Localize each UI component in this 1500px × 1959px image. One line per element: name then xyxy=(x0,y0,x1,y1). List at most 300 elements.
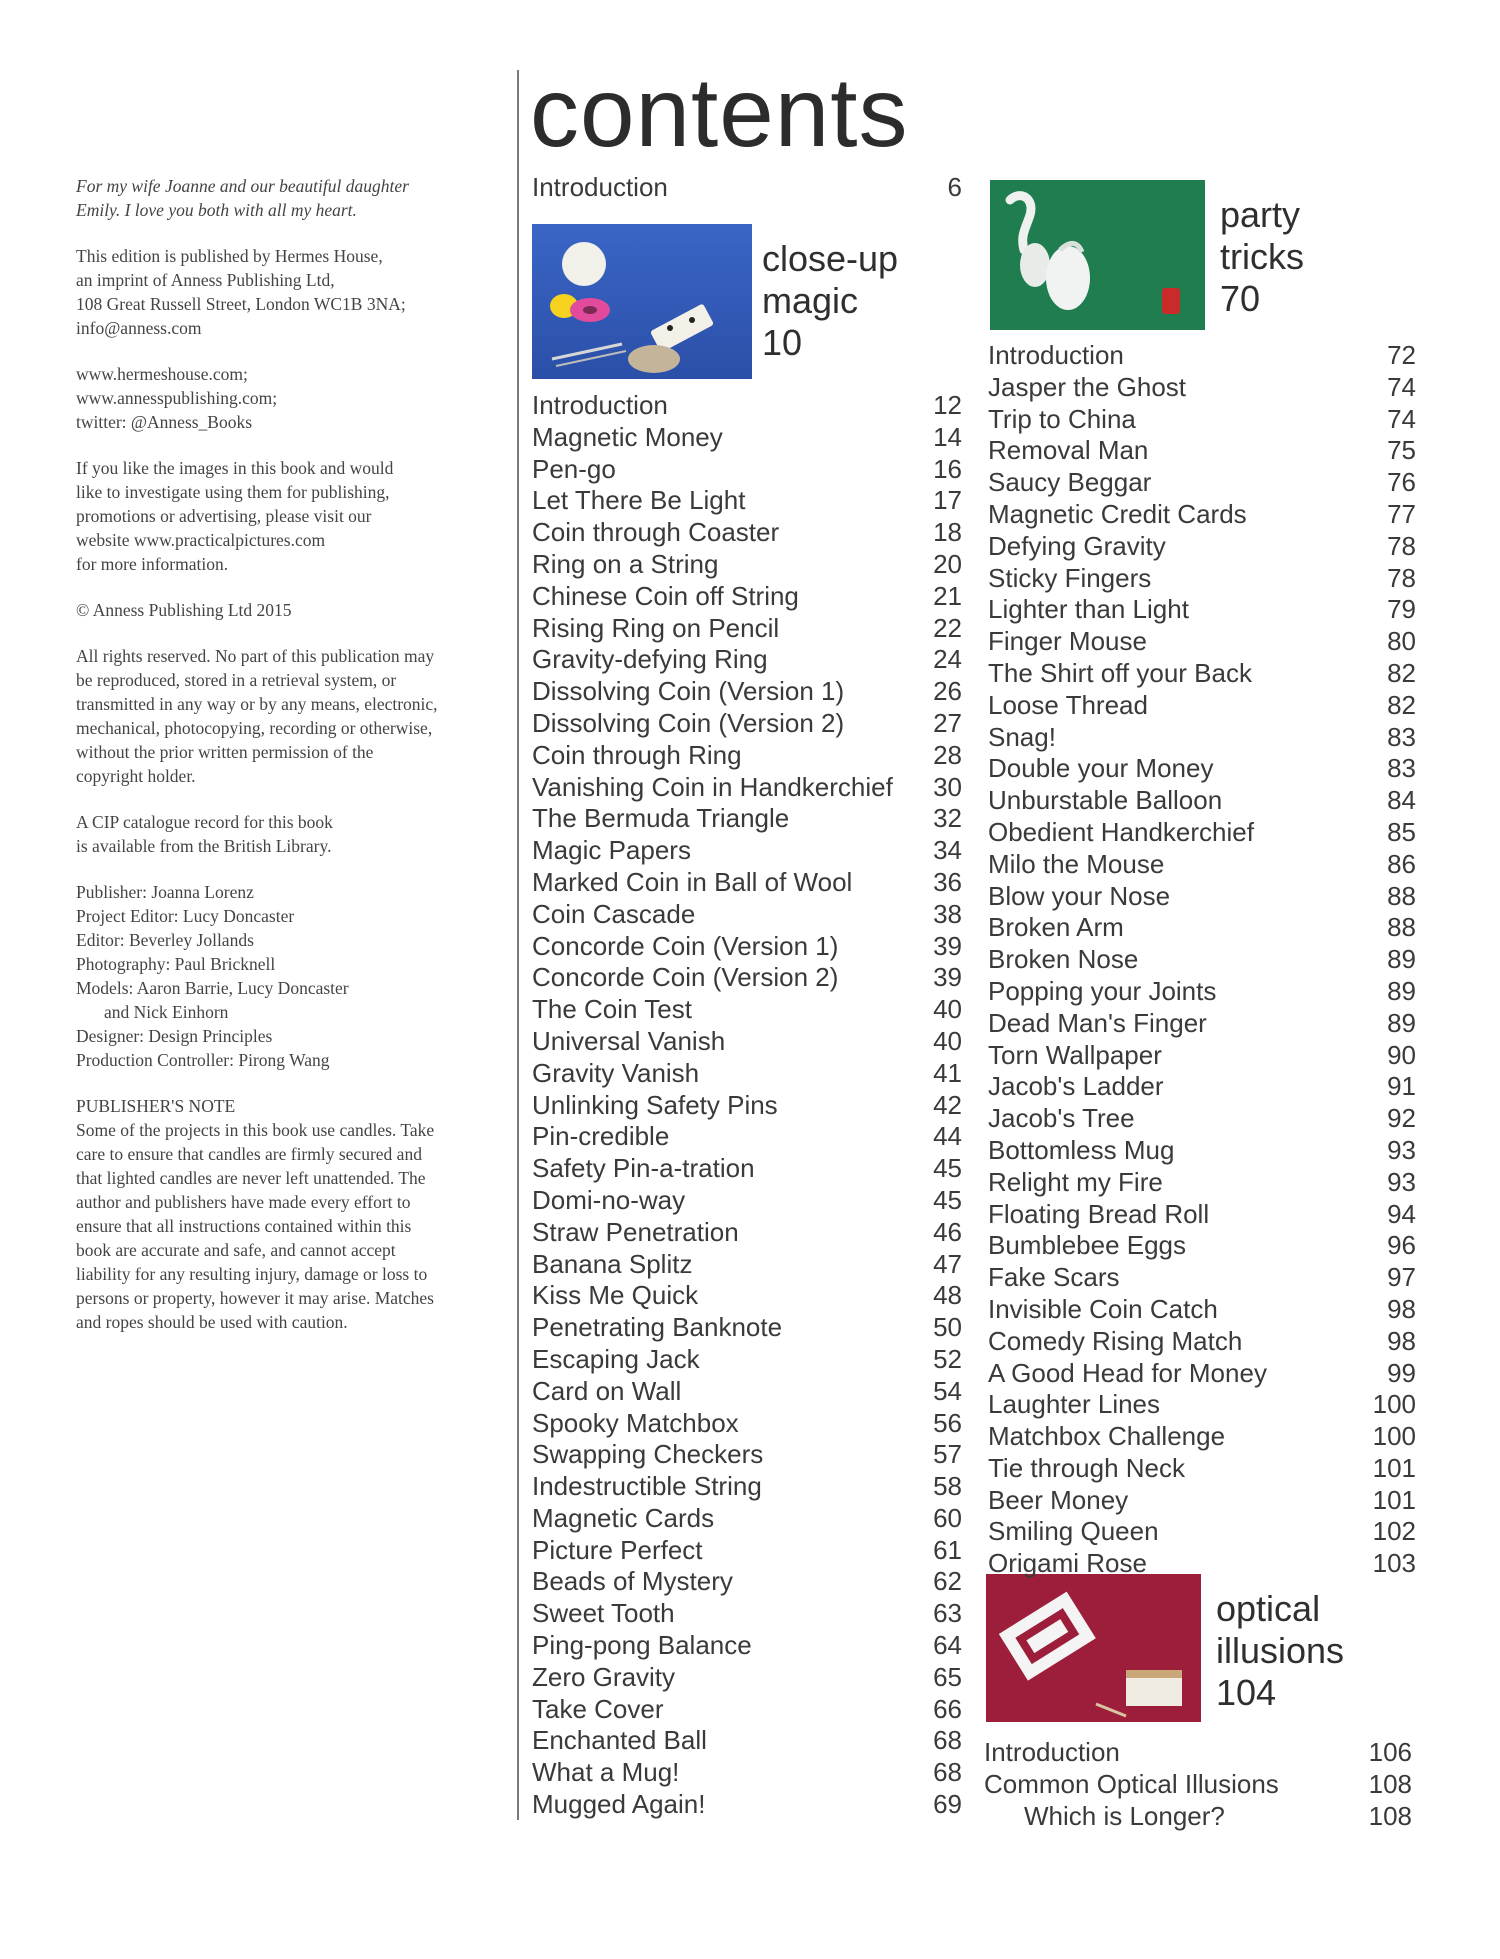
toc-entry xyxy=(532,1757,962,1789)
toc-entry-page: 39 xyxy=(933,930,962,961)
toc-entry-page: 103 xyxy=(1372,1548,1416,1579)
toc-entry-label: Broken Nose xyxy=(988,944,1139,975)
note-line: and ropes should be used with caution. xyxy=(76,1312,348,1332)
publishers-note xyxy=(76,1094,506,1334)
toc-entry xyxy=(532,1121,962,1153)
toc-entry xyxy=(532,1376,962,1408)
toc-entry-label: Dissolving Coin (Version 2) xyxy=(532,707,845,738)
toc-entry xyxy=(532,1598,962,1630)
toc-entry-label: Zero Gravity xyxy=(532,1661,676,1692)
toc-entry xyxy=(988,1008,1416,1040)
toc-entry-page: 63 xyxy=(933,1598,962,1629)
toc-entry-label: Snag! xyxy=(988,721,1056,752)
section-title-line: close-up xyxy=(762,238,899,279)
toc-entry xyxy=(984,1801,1412,1833)
publishers-note-heading: PUBLISHER'S NOTE xyxy=(76,1096,236,1116)
toc-entry-page: 54 xyxy=(933,1375,962,1406)
toc-entry xyxy=(532,1566,962,1598)
toc-entry xyxy=(988,1262,1416,1294)
toc-entry-page: 93 xyxy=(1387,1134,1416,1165)
toc-entry-label: Gravity Vanish xyxy=(532,1057,700,1088)
toc-entry-page: 101 xyxy=(1372,1452,1416,1483)
toc-entry xyxy=(532,613,962,645)
toc-entry-page: 74 xyxy=(1387,371,1416,402)
toc-entry-page: 68 xyxy=(933,1757,962,1788)
toc-entry-page: 99 xyxy=(1387,1357,1416,1388)
toc-entry xyxy=(532,1662,962,1694)
toc-entry-page: 86 xyxy=(1387,848,1416,879)
toc-entry-page: 24 xyxy=(933,644,962,675)
toc-entry-page: 77 xyxy=(1387,498,1416,529)
toc-entry xyxy=(532,931,962,963)
toc-entry xyxy=(532,1026,962,1058)
toc-entry-page: 106 xyxy=(1368,1737,1412,1767)
toc-entry-label: Straw Penetration xyxy=(532,1216,739,1247)
toc-entry-label: Magnetic Money xyxy=(532,421,723,452)
toc-entry xyxy=(988,976,1416,1008)
toc-entry xyxy=(988,1485,1416,1517)
toc-entry-page: 28 xyxy=(933,739,962,770)
toc-entry-label: Sweet Tooth xyxy=(532,1598,675,1629)
toc-entry xyxy=(532,708,962,740)
toc-entry-page: 83 xyxy=(1387,753,1416,784)
toc-entry-label: Pen-go xyxy=(532,453,616,484)
note-line: author and publishers have made every effort to xyxy=(76,1192,411,1212)
toc-entry-label: Jacob's Tree xyxy=(988,1103,1135,1134)
toc-entry-label: Tie through Neck xyxy=(988,1452,1186,1483)
rights-line: be reproduced, stored in a retrieval system, or xyxy=(76,670,397,690)
note-line: persons or property, however it may arise. Matches xyxy=(76,1288,434,1308)
twitter-handle: twitter: @Anness_Books xyxy=(76,412,253,432)
toc-entry-label: Indestructible String xyxy=(532,1471,762,1502)
credit-line: Designer: Design Principles xyxy=(76,1026,273,1046)
toc-entry-label: Jacob's Ladder xyxy=(988,1071,1164,1102)
section-header-optical-illusions xyxy=(986,1574,1344,1729)
toc-entry xyxy=(988,1358,1416,1390)
toc-entry xyxy=(532,962,962,994)
cip-line: A CIP catalogue record for this book xyxy=(76,812,333,832)
toc-entry xyxy=(988,753,1416,785)
toc-entry-page: 40 xyxy=(933,994,962,1025)
toc-entry-page: 82 xyxy=(1387,689,1416,720)
toc-entry xyxy=(988,1230,1416,1262)
cip-record xyxy=(76,810,506,858)
toc-entry xyxy=(988,785,1416,817)
section-start-page: 10 xyxy=(762,322,803,363)
toc-entry-label: Unlinking Safety Pins xyxy=(532,1089,778,1120)
credit-line: Editor: Beverley Jollands xyxy=(76,930,254,950)
publisher-line: 108 Great Russell Street, London WC1B 3NA; xyxy=(76,294,406,314)
toc-entry-page: 94 xyxy=(1387,1198,1416,1229)
toc-entry-label: Spooky Matchbox xyxy=(532,1407,739,1438)
toc-entry xyxy=(988,1326,1416,1358)
toc-entry-page: 44 xyxy=(933,1121,962,1152)
close-up-magic-photo xyxy=(532,224,752,379)
toc-entry-page: 42 xyxy=(933,1089,962,1120)
toc-entry xyxy=(988,340,1416,372)
toc-entry xyxy=(532,422,962,454)
toc-entry-label: Loose Thread xyxy=(988,689,1148,720)
toc-entry-page: 66 xyxy=(933,1693,962,1724)
toc-entry xyxy=(532,1630,962,1662)
toc-entry-page: 56 xyxy=(933,1407,962,1438)
rights-statement xyxy=(76,644,506,788)
toc-entry-label: Removal Man xyxy=(988,435,1149,466)
note-line: care to ensure that candles are firmly secured and xyxy=(76,1144,422,1164)
toc-entry-page: 88 xyxy=(1387,880,1416,911)
toc-entry-label: Ring on a String xyxy=(532,548,719,579)
toc-entry xyxy=(988,1199,1416,1231)
toc-entry-page: 85 xyxy=(1387,816,1416,847)
toc-entry-page: 57 xyxy=(933,1439,962,1470)
section-title xyxy=(762,238,898,379)
toc-entry-label: The Shirt off your Back xyxy=(988,657,1252,688)
toc-entry xyxy=(984,1737,1412,1769)
toc-entry-label: Ping-pong Balance xyxy=(532,1630,752,1661)
toc-entry-page: 92 xyxy=(1387,1103,1416,1134)
toc-entry xyxy=(532,1503,962,1535)
toc-entry-page: 78 xyxy=(1387,562,1416,593)
toc-entry-label: Defying Gravity xyxy=(988,530,1166,561)
toc-entry xyxy=(988,881,1416,913)
toc-entry xyxy=(988,1103,1416,1135)
toc-entry-label: Gravity-defying Ring xyxy=(532,644,768,675)
toc-entry-page: 17 xyxy=(933,485,962,516)
toc-entry-page: 32 xyxy=(933,803,962,834)
optical-illusions-entries xyxy=(984,1737,1412,1832)
toc-entry xyxy=(532,1439,962,1471)
party-tricks-image xyxy=(990,180,1205,330)
toc-entry-label: Banana Splitz xyxy=(532,1248,693,1279)
toc-entry-label: Laughter Lines xyxy=(988,1389,1161,1420)
section-title xyxy=(1216,1588,1344,1729)
images-note-line: promotions or advertising, please visit our xyxy=(76,506,372,526)
credit-line: Models: Aaron Barrie, Lucy Doncaster xyxy=(76,978,349,998)
toc-entry-page: 80 xyxy=(1387,626,1416,657)
toc-entry xyxy=(532,549,962,581)
toc-entry-label: Dissolving Coin (Version 1) xyxy=(532,676,845,707)
toc-entry xyxy=(532,454,962,486)
toc-entry xyxy=(988,1294,1416,1326)
toc-entry-page: 108 xyxy=(1368,1768,1412,1799)
toc-entry-label: Smiling Queen xyxy=(988,1516,1159,1547)
toc-entry xyxy=(988,912,1416,944)
toc-entry xyxy=(988,404,1416,436)
toc-entry xyxy=(532,803,962,835)
toc-entry-label: Introduction xyxy=(532,172,668,202)
toc-entry-page: 93 xyxy=(1387,1166,1416,1197)
toc-entry-page: 84 xyxy=(1387,785,1416,816)
toc-entry-page: 88 xyxy=(1387,912,1416,943)
toc-entry-label: Floating Bread Roll xyxy=(988,1198,1210,1229)
toc-entry-page: 36 xyxy=(933,866,962,897)
toc-entry-label: Introduction xyxy=(532,390,668,420)
toc-entry xyxy=(988,626,1416,658)
toc-entry-label: The Coin Test xyxy=(532,994,692,1025)
toc-entry-label: Comedy Rising Match xyxy=(988,1325,1243,1356)
toc-entry xyxy=(532,1312,962,1344)
toc-entry-page: 78 xyxy=(1387,530,1416,561)
toc-entry-label: Coin Cascade xyxy=(532,898,696,929)
toc-entry-page: 45 xyxy=(933,1184,962,1215)
toc-entry-page: 62 xyxy=(933,1566,962,1597)
toc-entry xyxy=(532,1153,962,1185)
toc-entry-label: Matchbox Challenge xyxy=(988,1421,1226,1452)
toc-entry-label: Magic Papers xyxy=(532,835,691,866)
toc-entry-page: 102 xyxy=(1372,1516,1416,1547)
note-line: that lighted candles are never left unattended. The xyxy=(76,1168,426,1188)
rights-line: without the prior written permission of the xyxy=(76,742,374,762)
toc-entry-page: 97 xyxy=(1387,1262,1416,1293)
toc-entry-label: Coin through Ring xyxy=(532,739,742,770)
toc-entry-page: 75 xyxy=(1387,435,1416,466)
toc-entry xyxy=(532,899,962,931)
note-line: ensure that all instructions contained within this xyxy=(76,1216,412,1236)
toc-entry-label: Chinese Coin off String xyxy=(532,580,799,611)
toc-entry-page: 64 xyxy=(933,1630,962,1661)
toc-entry-page: 12 xyxy=(933,390,962,420)
note-line: book are accurate and safe, and cannot accept xyxy=(76,1240,396,1260)
note-line: Some of the projects in this book use candles. Take xyxy=(76,1120,435,1140)
toc-entry xyxy=(532,1471,962,1503)
toc-entry-page: 39 xyxy=(933,962,962,993)
copyright: © Anness Publishing Ltd 2015 xyxy=(76,600,292,620)
close-up-magic-image xyxy=(532,224,752,379)
toc-entry-label: Double your Money xyxy=(988,753,1214,784)
toc-entry-page: 30 xyxy=(933,771,962,802)
imprint-column xyxy=(76,174,506,1356)
toc-entry-label: Saucy Beggar xyxy=(988,467,1152,498)
toc-entry-label: Obedient Handkerchief xyxy=(988,816,1254,847)
toc-entry-label: Blow your Nose xyxy=(988,880,1171,911)
toc-entry xyxy=(988,1548,1416,1580)
toc-entry-page: 69 xyxy=(933,1789,962,1820)
toc-entry xyxy=(532,740,962,772)
toc-entry-label: Concorde Coin (Version 1) xyxy=(532,930,839,961)
toc-entry-label: Rising Ring on Pencil xyxy=(532,612,780,643)
toc-entry-page: 45 xyxy=(933,1153,962,1184)
toc-entry xyxy=(988,563,1416,595)
toc-entry xyxy=(988,658,1416,690)
section-start-page: 70 xyxy=(1220,278,1261,319)
toc-entry-page: 89 xyxy=(1387,975,1416,1006)
toc-entry-page: 14 xyxy=(933,421,962,452)
toc-entry xyxy=(988,531,1416,563)
toc-entry xyxy=(532,644,962,676)
toc-entry-page: 41 xyxy=(933,1057,962,1088)
toc-entry-label: Which is Longer? xyxy=(1024,1800,1225,1831)
toc-entry-page: 108 xyxy=(1368,1800,1412,1831)
toc-entry-label: Beer Money xyxy=(988,1484,1129,1515)
dedication-line: Emily. I love you both with all my heart. xyxy=(76,200,357,220)
toc-entry-label: Picture Perfect xyxy=(532,1534,703,1565)
toc-entry xyxy=(532,1344,962,1376)
toc-entry-label: Beads of Mystery xyxy=(532,1566,733,1597)
toc-entry-label: Dead Man's Finger xyxy=(988,1007,1207,1038)
toc-entry-label: Take Cover xyxy=(532,1693,664,1724)
toc-entry-page: 83 xyxy=(1387,721,1416,752)
toc-entry xyxy=(532,1249,962,1281)
toc-entry-page: 74 xyxy=(1387,403,1416,434)
toc-entry xyxy=(988,849,1416,881)
toc-entry-page: 34 xyxy=(933,835,962,866)
toc-entry xyxy=(988,944,1416,976)
toc-entry-label: Relight my Fire xyxy=(988,1166,1163,1197)
toc-entry-label: Bottomless Mug xyxy=(988,1134,1175,1165)
toc-entry xyxy=(988,722,1416,754)
toc-entry xyxy=(988,690,1416,722)
web-links xyxy=(76,362,506,434)
credit-line: and Nick Einhorn xyxy=(104,1002,229,1022)
credit-line: Photography: Paul Bricknell xyxy=(76,954,276,974)
toc-entry-page: 46 xyxy=(933,1216,962,1247)
optical-illusions-image xyxy=(986,1574,1201,1722)
toc-entry-label: Fake Scars xyxy=(988,1262,1120,1293)
toc-entry-label: Broken Arm xyxy=(988,912,1124,943)
toc-entry-label: Introduction xyxy=(984,1737,1120,1767)
toc-entry-label: Card on Wall xyxy=(532,1375,682,1406)
toc-entry-page: 76 xyxy=(1387,467,1416,498)
toc-entry xyxy=(988,594,1416,626)
toc-entry-label: Marked Coin in Ball of Wool xyxy=(532,866,853,897)
toc-entry-page: 27 xyxy=(933,707,962,738)
dedication-line: For my wife Joanne and our beautiful daughter xyxy=(76,176,409,196)
toc-entry-page: 61 xyxy=(933,1534,962,1565)
toc-entry-label: Invisible Coin Catch xyxy=(988,1293,1218,1324)
toc-entry-label: Jasper the Ghost xyxy=(988,371,1186,402)
rights-line: transmitted in any way or by any means, electronic, xyxy=(76,694,438,714)
toc-intro-entry xyxy=(532,172,962,204)
toc-entry-page: 89 xyxy=(1387,1007,1416,1038)
section-title-line: illusions xyxy=(1216,1630,1345,1671)
toc-entry-label: Finger Mouse xyxy=(988,626,1147,657)
toc-entry xyxy=(988,1421,1416,1453)
toc-entry xyxy=(988,1071,1416,1103)
toc-entry-page: 82 xyxy=(1387,657,1416,688)
toc-entry xyxy=(988,435,1416,467)
toc-entry-page: 22 xyxy=(933,612,962,643)
web-link: www.hermeshouse.com; xyxy=(76,364,248,384)
toc-entry xyxy=(532,1280,962,1312)
section-title-line: magic xyxy=(762,280,859,321)
toc-entry-label: Trip to China xyxy=(988,403,1136,434)
publisher-email: info@anness.com xyxy=(76,318,202,338)
toc-entry xyxy=(532,1694,962,1726)
toc-entry xyxy=(988,372,1416,404)
section-title-line: tricks xyxy=(1220,236,1304,277)
toc-entry-page: 21 xyxy=(933,580,962,611)
toc-entry-page: 98 xyxy=(1387,1293,1416,1324)
toc-entry xyxy=(988,499,1416,531)
toc-entry-page: 47 xyxy=(933,1248,962,1279)
toc-entry-label: Penetrating Banknote xyxy=(532,1312,783,1343)
toc-entry-page: 16 xyxy=(933,453,962,484)
toc-entry-label: Bumblebee Eggs xyxy=(988,1230,1187,1261)
credit-line: Production Controller: Pirong Wang xyxy=(76,1050,330,1070)
toc-entry xyxy=(988,467,1416,499)
toc-entry xyxy=(532,772,962,804)
column-divider xyxy=(517,70,519,1820)
images-note-line: like to investigate using them for publishing, xyxy=(76,482,390,502)
toc-entry-page: 20 xyxy=(933,548,962,579)
toc-entry xyxy=(532,1217,962,1249)
toc-entry xyxy=(532,994,962,1026)
toc-entry xyxy=(532,1058,962,1090)
toc-entry-label: Mugged Again! xyxy=(532,1789,706,1820)
toc-entry-page: 18 xyxy=(933,517,962,548)
images-note xyxy=(76,456,506,576)
section-title-line: optical xyxy=(1216,1588,1321,1629)
toc-entry-label: Safety Pin-a-tration xyxy=(532,1153,755,1184)
toc-entry-page: 68 xyxy=(933,1725,962,1756)
toc-entry-label: Kiss Me Quick xyxy=(532,1280,699,1311)
toc-entry-label: Coin through Coaster xyxy=(532,517,780,548)
toc-entry xyxy=(988,1135,1416,1167)
toc-entry-label: The Bermuda Triangle xyxy=(532,803,790,834)
toc-entry xyxy=(988,1453,1416,1485)
toc-entry-page: 72 xyxy=(1387,340,1416,370)
toc-entry xyxy=(532,835,962,867)
toc-entry xyxy=(532,1725,962,1757)
toc-entry-label: Escaping Jack xyxy=(532,1343,700,1374)
section-header-party-tricks xyxy=(990,180,1304,335)
toc-entry-label: A Good Head for Money xyxy=(988,1357,1267,1388)
toc-entry-label: Torn Wallpaper xyxy=(988,1039,1162,1070)
toc-entry xyxy=(532,867,962,899)
toc-entry-label: Unburstable Balloon xyxy=(988,785,1223,816)
toc-entry xyxy=(532,485,962,517)
cip-line: is available from the British Library. xyxy=(76,836,332,856)
toc-entry xyxy=(532,1090,962,1122)
credits xyxy=(76,880,506,1072)
toc-entry-page: 60 xyxy=(933,1502,962,1533)
toc-entry xyxy=(532,1408,962,1440)
toc-entry-page: 26 xyxy=(933,676,962,707)
toc-entry-label: Lighter than Light xyxy=(988,594,1189,625)
toc-entry-page: 38 xyxy=(933,898,962,929)
toc-entry xyxy=(532,390,962,422)
images-note-line: If you like the images in this book and would xyxy=(76,458,394,478)
publisher-line: This edition is published by Hermes House, xyxy=(76,246,383,266)
toc-entry-label: Common Optical Illusions xyxy=(984,1768,1279,1799)
toc-entry-page: 101 xyxy=(1372,1484,1416,1515)
toc-entry-page: 96 xyxy=(1387,1230,1416,1261)
toc-entry-label: Introduction xyxy=(988,340,1124,370)
toc-entry-page: 98 xyxy=(1387,1325,1416,1356)
images-note-line: for more information. xyxy=(76,554,229,574)
toc-entry-label: Origami Rose xyxy=(988,1548,1147,1579)
images-note-line: website www.practicalpictures.com xyxy=(76,530,326,550)
toc-entry-label: Enchanted Ball xyxy=(532,1725,707,1756)
toc-entry-label: Let There Be Light xyxy=(532,485,746,516)
toc-entry xyxy=(988,1389,1416,1421)
toc-entry xyxy=(988,817,1416,849)
credit-line: Project Editor: Lucy Doncaster xyxy=(76,906,295,926)
toc-entry xyxy=(532,1535,962,1567)
toc-entry-page: 91 xyxy=(1387,1071,1416,1102)
toc-entry-page: 79 xyxy=(1387,594,1416,625)
toc-entry-page: 40 xyxy=(933,1025,962,1056)
close-up-magic-entries xyxy=(532,390,962,1821)
rights-line: copyright holder. xyxy=(76,766,196,786)
rights-line: mechanical, photocopying, recording or otherwise, xyxy=(76,718,433,738)
toc-entry-label: Concorde Coin (Version 2) xyxy=(532,962,839,993)
publisher-line: an imprint of Anness Publishing Ltd, xyxy=(76,270,335,290)
toc-entry-label: Pin-credible xyxy=(532,1121,670,1152)
note-line: liability for any resulting injury, damage or loss to xyxy=(76,1264,428,1284)
toc-entry xyxy=(532,581,962,613)
toc-entry-label: Universal Vanish xyxy=(532,1025,726,1056)
